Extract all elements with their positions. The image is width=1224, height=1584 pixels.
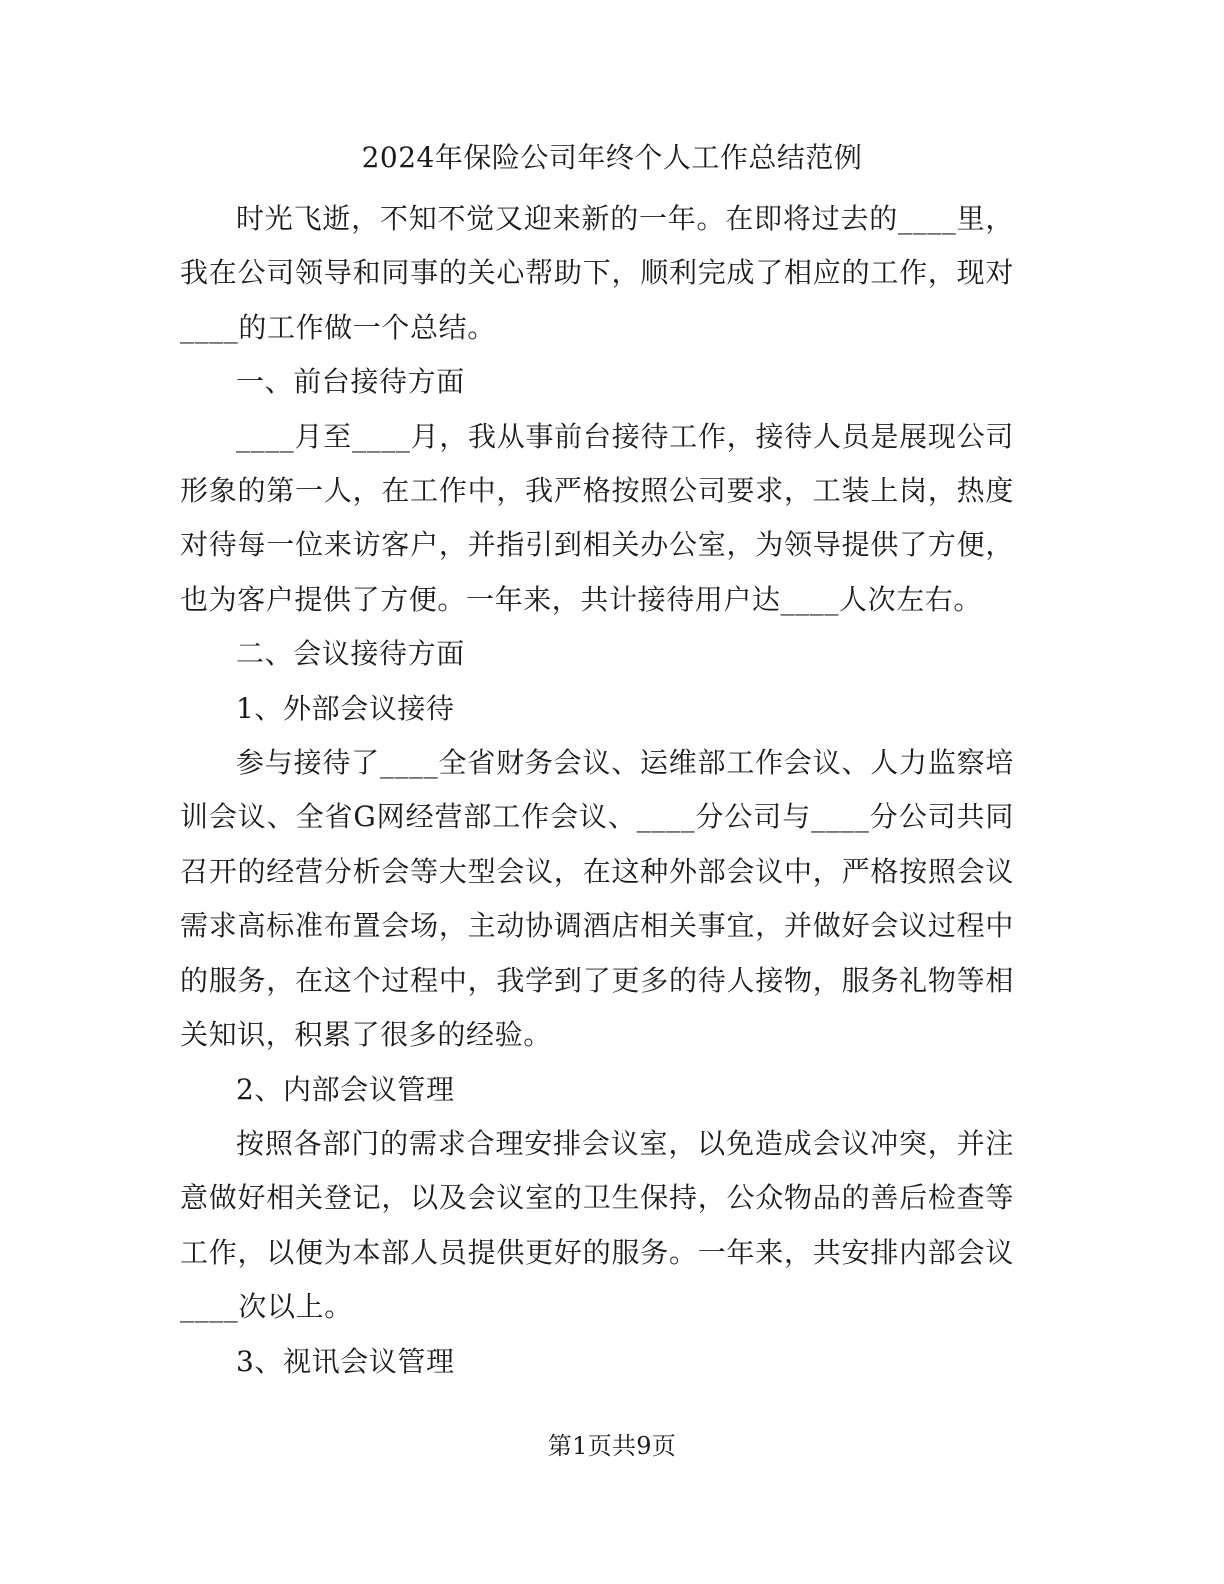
subheading-video-meetings: 3、视讯会议管理 [236,1344,455,1378]
subheading-internal-meetings: 2、内部会议管理 [236,1072,455,1106]
document-title: 2024年保险公司年终个人工作总结范例 [361,141,863,174]
heading-meeting-reception: 二、会议接待方面 [236,637,465,671]
paragraph-internal-meetings: 按照各部门的需求合理安排会议室，以免造成会议冲突，并注意做好相关登记，以及会议室的卫生保持，公众物品的善后检查等工作，以便为本部人员提供更好的服务。一年来，共安排内部会议____次以上。 [180,1126,1014,1324]
paragraph-front-desk: ____月至____月，我从事前台接待工作，接待人员是展现公司形象的第一人，在工作中，我严格按照公司要求，工装上岗，热度对待每一位来访客户，并指引到相关办公室，为领导提供了方便，也为客户提供了方便。一年来，共计接待用户达____人次左右。 [180,419,1014,616]
page-number-footer: 第1页共9页 [547,1432,677,1460]
paragraph-external-meetings: 参与接待了____全省财务会议、运维部工作会议、人力监察培训会议、全省G网经营部工作会议、____分公司与____分公司共同召开的经营分析会等大型会议，在这种外部会议中，严格按照会议需求高标准布置会场，主动协调酒店相关事宜，并做好会议过程中的服务，在这个过程中，我学到了更多的待人接物，服务礼物等相关知识，积累了很多的经验。 [180,746,1014,1052]
document-body [180,192,1014,1389]
heading-front-desk: 一、前台接待方面 [236,365,465,399]
paragraph-intro: 时光飞逝，不知不觉又迎来新的一年。在即将过去的____里，我在公司领导和同事的关心帮助下，顺利完成了相应的工作，现对____的工作做一个总结。 [180,202,1014,344]
subheading-external-meetings: 1、外部会议接待 [236,691,455,725]
